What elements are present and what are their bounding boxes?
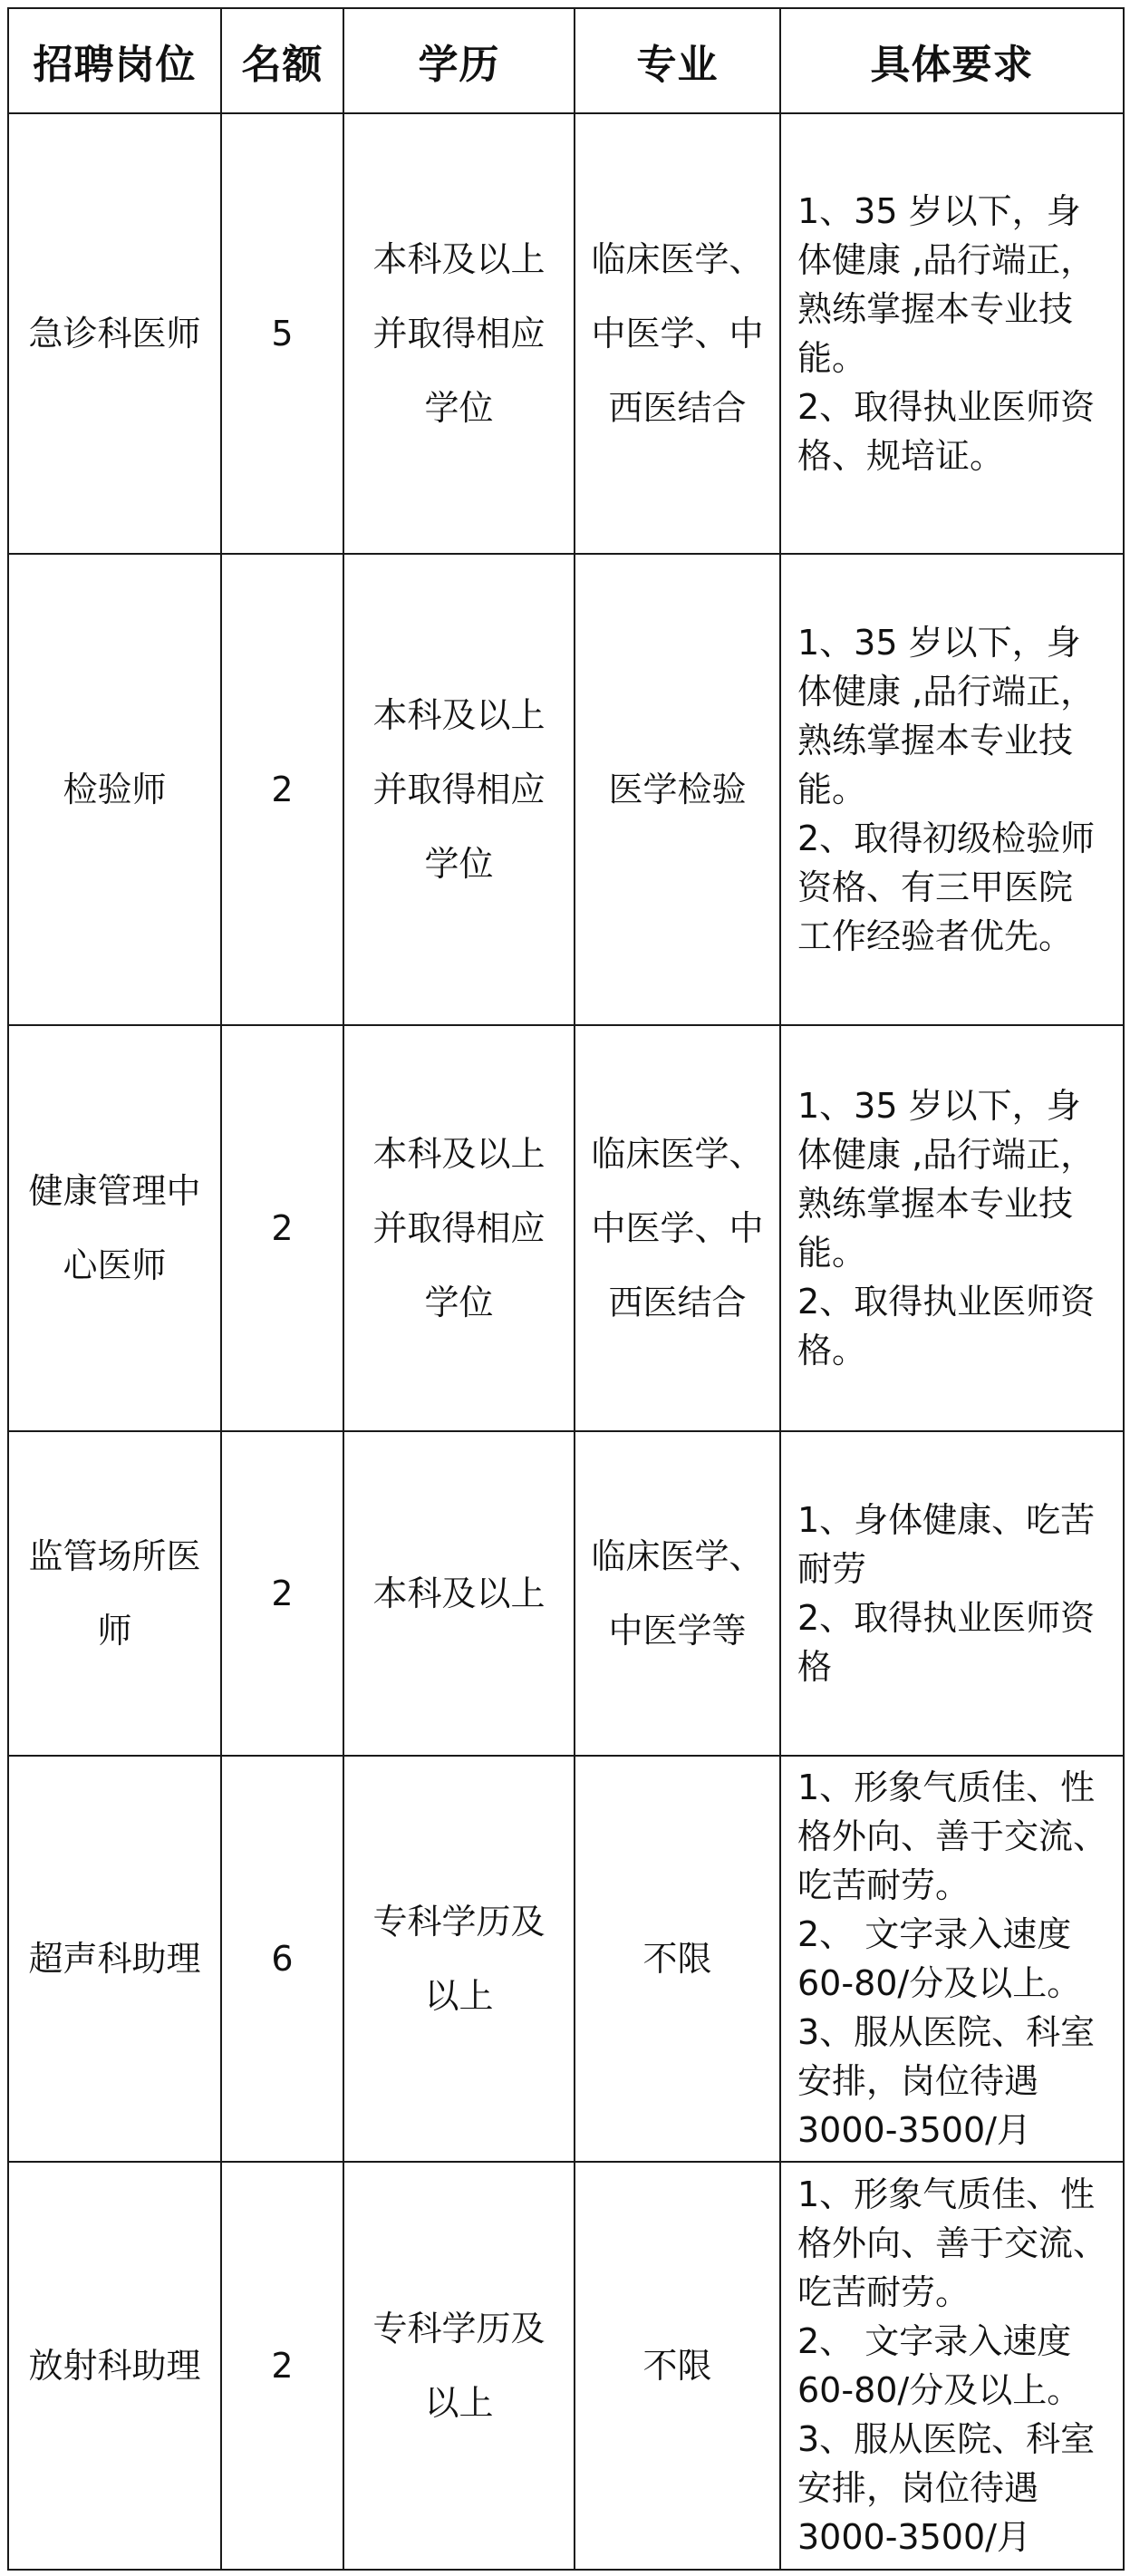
- header-education: 学历: [343, 8, 575, 113]
- cell-major: [575, 113, 780, 554]
- position-line: 心医师: [63, 1245, 167, 1285]
- position-line: 放射科助理: [28, 2346, 201, 2386]
- education-line: 本科及以上: [372, 1574, 546, 1613]
- cell-requirements: [780, 113, 1124, 554]
- cell-education: [343, 1756, 575, 2162]
- education-line: 学位: [424, 388, 494, 428]
- position-line: 健康管理中: [28, 1171, 201, 1211]
- requirement-line: 格外向、善于交流、: [797, 2223, 1108, 2263]
- major-line: 西医结合: [608, 1283, 747, 1322]
- count-value: 6: [271, 1939, 294, 1979]
- table-row: [8, 1025, 1124, 1431]
- education-line: 并取得相应: [372, 314, 546, 353]
- table-row: [8, 1756, 1124, 2162]
- recruitment-table: [7, 7, 1125, 2571]
- cell-position: [8, 2162, 221, 2570]
- table-row: [8, 554, 1124, 1025]
- requirement-line: 2、取得执业医师资: [797, 387, 1096, 427]
- requirement-line: 吃苦耐劳。: [797, 1865, 971, 1905]
- requirement-line: 3、服从医院、科室: [797, 2012, 1096, 2052]
- cell-education: [343, 1025, 575, 1431]
- major-line: 临床医学、: [591, 1134, 764, 1174]
- requirement-line: 1、35 岁以下，身: [797, 191, 1081, 231]
- count-value: 2: [271, 1208, 294, 1248]
- requirement-line: 1、35 岁以下，身: [797, 1086, 1081, 1126]
- requirement-line: 60-80/分及以上。: [797, 2370, 1082, 2410]
- position-line: 急诊科医师: [28, 314, 201, 353]
- cell-requirements: [780, 554, 1124, 1025]
- header-row: [8, 8, 1124, 113]
- requirement-line: 工作经验者优先。: [797, 916, 1074, 956]
- requirement-line: 3、服从医院、科室: [797, 2419, 1096, 2459]
- requirement-line: 格: [797, 1647, 833, 1687]
- major-line: 中医学、中: [591, 314, 764, 353]
- education-line: 学位: [424, 1283, 494, 1322]
- requirement-line: 3000-3500/月: [797, 2110, 1031, 2150]
- cell-position: [8, 1025, 221, 1431]
- education-line: 学位: [424, 844, 494, 884]
- education-line: 本科及以上: [372, 239, 546, 279]
- header-major: 专业: [575, 8, 780, 113]
- requirement-line: 格外向、善于交流、: [797, 1816, 1108, 1856]
- requirement-line: 能。: [797, 338, 867, 378]
- cell-education: [343, 1431, 575, 1756]
- education-line: 以上: [424, 1976, 494, 2016]
- requirement-line: 2、 文字录入速度: [797, 2321, 1072, 2361]
- education-line: 并取得相应: [372, 1208, 546, 1248]
- count-value: 2: [271, 1574, 294, 1613]
- education-line: 本科及以上: [372, 695, 546, 735]
- requirement-line: 能。: [797, 1233, 867, 1273]
- cell-education: [343, 113, 575, 554]
- education-line: 并取得相应: [372, 770, 546, 809]
- requirement-line: 1、形象气质佳、性: [797, 1767, 1096, 1807]
- requirement-line: 1、35 岁以下，身: [797, 623, 1081, 663]
- requirement-line: 60-80/分及以上。: [797, 1963, 1082, 2003]
- header-count: 名额: [221, 8, 343, 113]
- requirement-line: 2、 文字录入速度: [797, 1914, 1072, 1954]
- requirement-line: 吃苦耐劳。: [797, 2272, 971, 2312]
- cell-major: [575, 1025, 780, 1431]
- header-position: 招聘岗位: [8, 8, 221, 113]
- position-line: 超声科助理: [28, 1939, 201, 1979]
- requirement-line: 2、取得执业医师资: [797, 1598, 1096, 1638]
- requirement-line: 3000-3500/月: [797, 2517, 1031, 2557]
- requirement-line: 2、取得初级检验师: [797, 818, 1096, 858]
- cell-count: [221, 2162, 343, 2570]
- position-line: 检验师: [63, 770, 167, 809]
- cell-position: [8, 554, 221, 1025]
- requirement-line: 1、形象气质佳、性: [797, 2174, 1096, 2214]
- requirement-line: 能。: [797, 770, 867, 809]
- cell-count: [221, 113, 343, 554]
- table-row: [8, 113, 1124, 554]
- cell-education: [343, 2162, 575, 2570]
- major-line: 临床医学、: [591, 1536, 764, 1576]
- table-row: [8, 1431, 1124, 1756]
- position-line: 师: [97, 1611, 132, 1651]
- requirement-line: 资格、有三甲医院: [797, 867, 1074, 907]
- cell-major: [575, 2162, 780, 2570]
- cell-requirements: [780, 1025, 1124, 1431]
- major-line: 不限: [642, 1939, 712, 1979]
- requirement-line: 2、取得执业医师资: [797, 1282, 1096, 1322]
- header-requirements: 具体要求: [780, 8, 1124, 113]
- requirement-line: 安排，岗位待遇: [797, 2061, 1039, 2101]
- cell-major: [575, 1431, 780, 1756]
- requirement-line: 熟练掌握本专业技: [797, 721, 1074, 760]
- education-line: 专科学历及: [372, 1902, 546, 1942]
- major-line: 临床医学、: [591, 239, 764, 279]
- education-line: 本科及以上: [372, 1134, 546, 1174]
- cell-requirements: [780, 1756, 1124, 2162]
- cell-position: [8, 113, 221, 554]
- requirement-line: 体健康 ,品行端正，: [797, 672, 1096, 712]
- requirement-line: 体健康 ,品行端正，: [797, 1135, 1096, 1175]
- requirement-line: 格、规培证。: [797, 436, 1005, 476]
- cell-major: [575, 1756, 780, 2162]
- cell-requirements: [780, 2162, 1124, 2570]
- cell-count: [221, 1025, 343, 1431]
- cell-requirements: [780, 1431, 1124, 1756]
- table-row: [8, 2162, 1124, 2570]
- cell-major: [575, 554, 780, 1025]
- requirement-line: 熟练掌握本专业技: [797, 1184, 1074, 1224]
- major-line: 不限: [642, 2346, 712, 2386]
- position-line: 监管场所医: [28, 1536, 201, 1576]
- requirement-line: 格。: [797, 1331, 867, 1370]
- count-value: 5: [271, 314, 294, 353]
- cell-education: [343, 554, 575, 1025]
- cell-position: [8, 1431, 221, 1756]
- cell-count: [221, 1756, 343, 2162]
- major-line: 中医学、中: [591, 1208, 764, 1248]
- cell-count: [221, 554, 343, 1025]
- count-value: 2: [271, 2346, 294, 2386]
- education-line: 以上: [424, 2383, 494, 2423]
- major-line: 中医学等: [608, 1611, 747, 1651]
- requirement-line: 1、身体健康、吃苦: [797, 1500, 1096, 1540]
- requirement-line: 熟练掌握本专业技: [797, 289, 1074, 329]
- major-line: 医学检验: [608, 770, 747, 809]
- requirement-line: 体健康 ,品行端正，: [797, 240, 1096, 280]
- cell-count: [221, 1431, 343, 1756]
- requirement-line: 耐劳: [797, 1549, 867, 1589]
- requirement-line: 安排，岗位待遇: [797, 2468, 1039, 2508]
- count-value: 2: [271, 770, 294, 809]
- major-line: 西医结合: [608, 388, 747, 428]
- education-line: 专科学历及: [372, 2309, 546, 2348]
- cell-position: [8, 1756, 221, 2162]
